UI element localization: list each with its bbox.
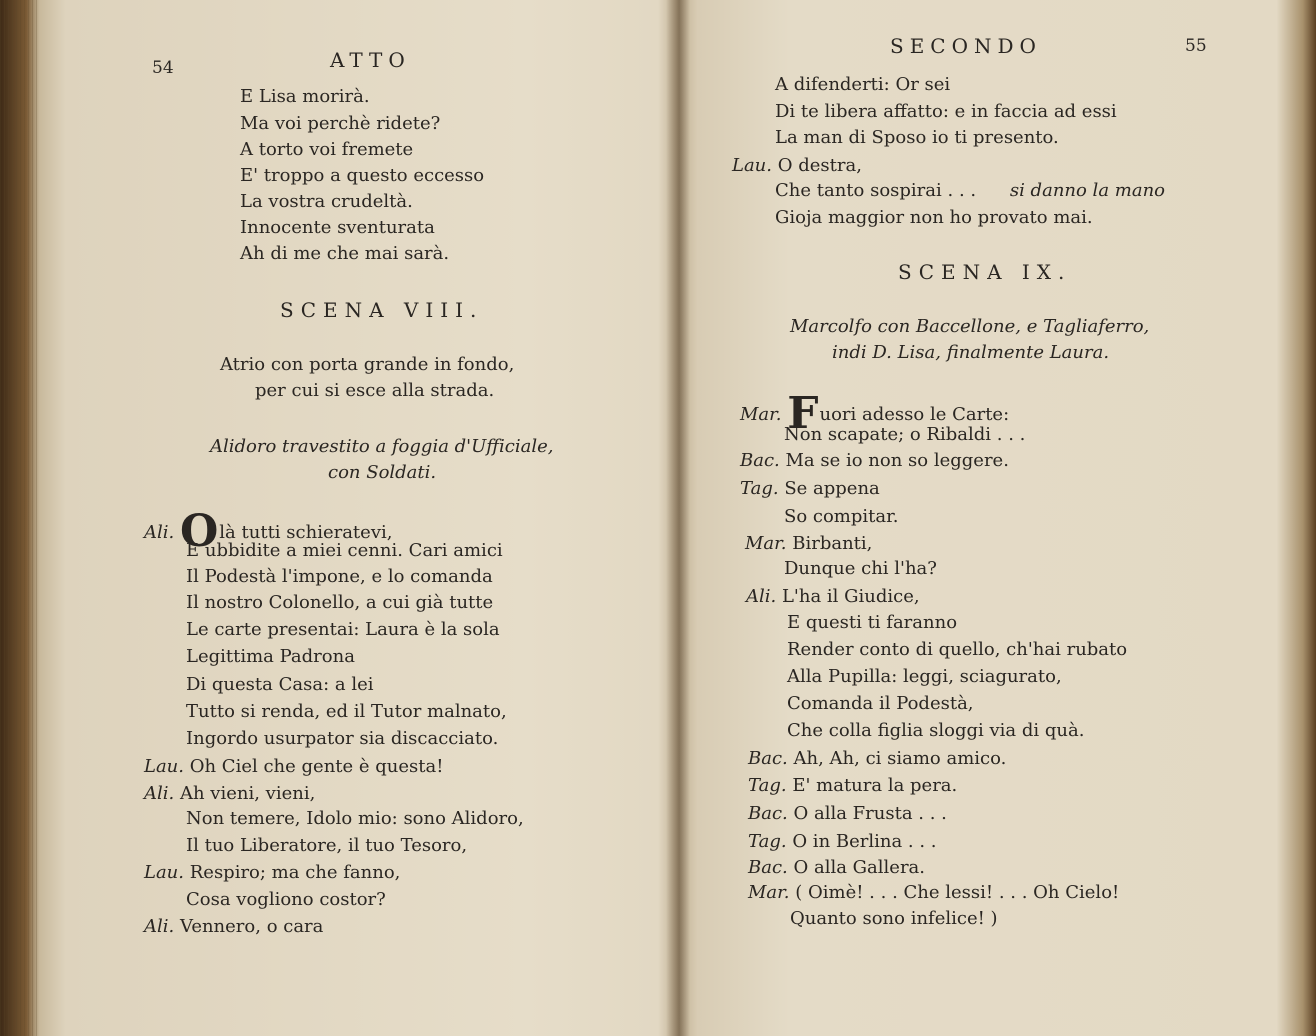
dialogue-line: Di te libera affatto: e in faccia ad essi [775,101,1117,122]
dialogue-text: Ah, Ah, ci siamo amico. [793,748,1007,769]
verse-line: La vostra crudeltà. [240,191,413,212]
dialogue-line [740,480,880,498]
dialogue-line [748,750,1006,768]
dialogue-text: Oh Ciel che gente è questa! [189,756,444,777]
dialogue-text: O in Berlina . . . [792,831,937,852]
right-page [690,0,1310,1036]
dialogue-line: Quanto sono infelice! ) [790,908,998,929]
speaker-label: Tag. [748,831,787,852]
dialogue-line: Il tuo Liberatore, il tuo Tesoro, [186,835,468,856]
dialogue-line: Comanda il Podestà, [787,693,974,714]
character-list: Marcolfo con Baccellone, e Tagliaferro, [790,316,1150,337]
dialogue-line: La man di Sposo io ti presento. [775,127,1059,148]
dialogue-line [144,785,315,803]
dialogue-line [144,758,443,776]
scene-title: SCENA IX. [898,260,1072,284]
drop-cap: O [179,506,219,557]
character-list: con Soldati. [328,462,437,483]
dialogue-line [746,588,920,606]
dialogue-line: Il nostro Colonello, a cui già tutte [186,592,494,613]
speaker-label: Mar. [740,404,782,425]
dialogue-line: Cosa vogliono costor? [186,889,386,910]
speaker-label: Bac. [748,748,788,769]
verse-line: E' troppo a questo eccesso [240,165,485,186]
speaker-label: Tag. [740,478,779,499]
dialogue-text: O alla Gallera. [793,857,926,878]
dialogue-text: O destra, [777,155,862,176]
dialogue-text: Ah vieni, vieni, [179,783,316,804]
dialogue-line [144,918,323,936]
dialogue-text: Respiro; ma che fanno, [189,862,401,883]
dialogue-line: Non scapate; o Ribaldi . . . [784,424,1026,445]
dialogue-line: Il Podestà l'impone, e lo comanda [186,566,493,587]
dialogue-text: Vennero, o cara [179,916,324,937]
dialogue-text: uori adesso le Carte: [819,404,1010,425]
speaker-label: Lau. [144,756,184,777]
dialogue-line [748,884,1119,902]
verse-line: Ma voi perchè ridete? [240,113,441,134]
verse-line: A torto voi fremete [240,139,414,160]
speaker-label: Ali. [144,783,175,804]
verse-line: Innocente sventurata [240,217,435,238]
dialogue-text: Birbanti, [792,533,873,554]
dialogue-line: Tutto si renda, ed il Tutor malnato, [186,701,507,722]
dialogue-text: ( Oimè! . . . Che lessi! . . . Oh Cielo! [795,882,1120,903]
dialogue-line [748,833,937,851]
dialogue-line: E questi ti faranno [787,612,958,633]
dialogue-text: là tutti schieratevi, [219,522,393,543]
speaker-label: Ali. [144,916,175,937]
dialogue-line: Dunque chi l'ha? [784,558,937,579]
dialogue-line [748,805,947,823]
running-head: ATTO [330,48,411,72]
dialogue-line: Gioja maggior non ho provato mai. [775,207,1093,228]
verse-line: E Lisa morirà. [240,86,370,107]
dialogue-line: Render conto di quello, ch'hai rubato [787,639,1128,660]
left-page [30,0,670,1036]
speaker-label: Ali. [144,522,175,543]
dialogue-line: Alla Pupilla: leggi, sciagurato, [787,666,1062,687]
dialogue-line: Le carte presentai: Laura è la sola [186,619,500,640]
speaker-label: Mar. [745,533,787,554]
dialogue-line: Che colla figlia sloggi via di quà. [787,720,1085,741]
drop-cap: F [787,388,819,439]
dialogue-text: E' matura la pera. [792,775,958,796]
dialogue-line: Ingordo usurpator sia discacciato. [186,728,499,749]
page-number: 55 [1185,36,1207,56]
page-number: 54 [152,58,174,78]
dialogue-text: Se appena [784,478,880,499]
speaker-label: Lau. [144,862,184,883]
scene-title: SCENA VIII. [280,298,484,322]
speaker-label: Mar. [748,882,790,903]
dialogue-text: Ma se io non so leggere. [785,450,1009,471]
stage-direction: si danno la mano [1009,180,1165,201]
dialogue-line [740,452,1009,470]
speaker-label: Bac. [740,450,780,471]
dialogue-text: Che tanto sospirai . . . [775,180,977,201]
dialogue-text: O alla Frusta . . . [793,803,947,824]
dialogue-line: Di questa Casa: a lei [186,674,374,695]
dialogue-line [775,182,1165,200]
dialogue-text: L'ha il Giudice, [781,586,920,607]
dialogue-line: A difenderti: Or sei [775,74,951,95]
verse-line: Ah di me che mai sarà. [240,243,450,264]
dialogue-line: Non temere, Idolo mio: sono Alidoro, [186,808,524,829]
dialogue-line [745,535,872,553]
dialogue-line [732,157,862,175]
speaker-label: Ali. [746,586,777,607]
speaker-label: Bac. [748,857,788,878]
scene-setting: Atrio con porta grande in fondo, [220,354,515,375]
speaker-label: Tag. [748,775,787,796]
character-list: Alidoro travestito a foggia d'Ufficiale, [210,436,554,457]
dialogue-line [748,859,925,877]
speaker-label: Bac. [748,803,788,824]
dialogue-line [748,777,957,795]
character-list: indi D. Lisa, finalmente Laura. [832,342,1110,363]
dialogue-line: E ubbidite a miei cenni. Cari amici [186,540,503,561]
speaker-label: Lau. [732,155,772,176]
scene-setting: per cui si esce alla strada. [255,380,495,401]
dialogue-line: So compitar. [784,506,899,527]
running-head: SECONDO [890,34,1042,58]
dialogue-line [144,864,400,882]
dialogue-line: Legittima Padrona [186,646,355,667]
